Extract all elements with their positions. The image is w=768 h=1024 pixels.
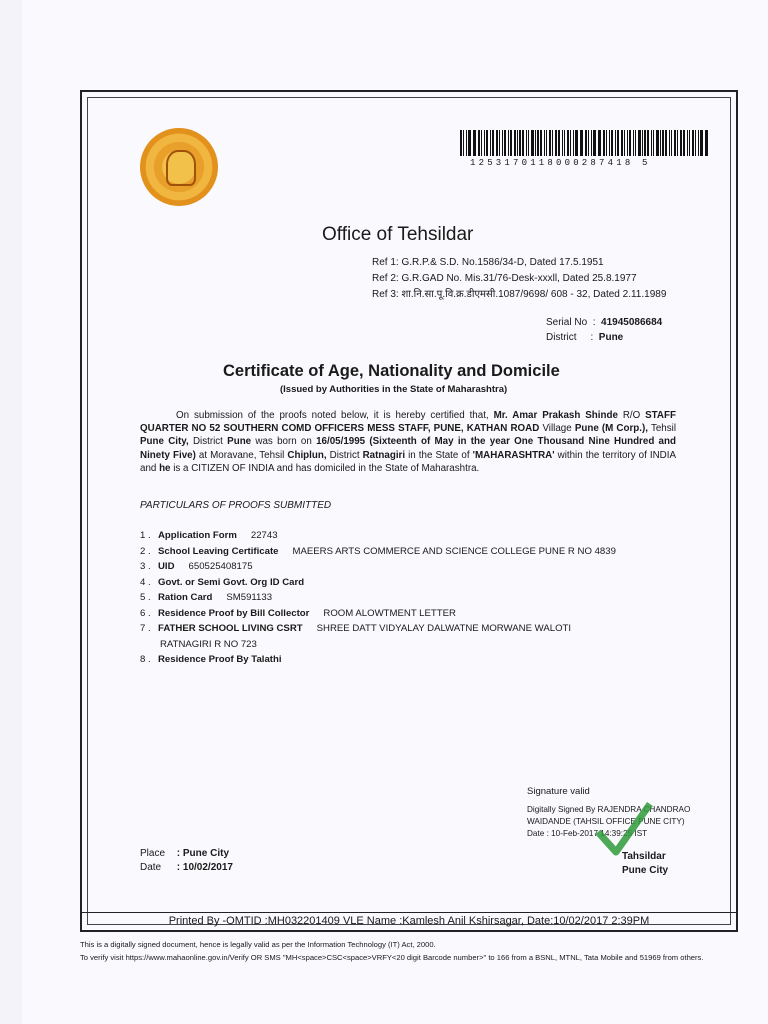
barcode-bar xyxy=(627,130,628,156)
barcode-bar xyxy=(473,130,474,156)
district-label: District xyxy=(546,332,577,343)
proof-number: 2 . xyxy=(140,545,151,557)
proof-item xyxy=(140,575,616,591)
barcode-bar xyxy=(656,130,658,156)
barcode-bar xyxy=(510,130,511,156)
proof-label: UID xyxy=(158,561,175,572)
barcode-bar xyxy=(615,130,616,156)
barcode-number: 1253170118000287418 5 xyxy=(470,158,651,168)
barcode-bar xyxy=(573,130,574,156)
proof-item xyxy=(140,652,616,668)
barcode-bar xyxy=(570,130,571,156)
barcode-bar xyxy=(528,130,529,156)
barcode-bar xyxy=(484,130,485,156)
ref-3: Ref 3: शा.नि.सा.पू.वि.क्र.डीएमसी.1087/9698/ 608 - 32, Dated 2.11.1989 xyxy=(372,289,667,300)
certificate-subtitle: (Issued by Authorities in the State of Maharashtra) xyxy=(280,384,508,395)
barcode-bar xyxy=(687,130,688,156)
maharashtra-seal-icon xyxy=(140,128,218,206)
barcode-bar xyxy=(581,130,582,156)
barcode-bar xyxy=(598,130,599,156)
barcode-bar xyxy=(580,130,581,156)
barcode-bar xyxy=(585,130,587,156)
barcode-bar xyxy=(519,130,520,156)
date-of-birth: 16/05/1995 (Sixteenth of May in the year One Thousand Nine Hundred and Ninety Five) xyxy=(140,436,676,461)
barcode-bar xyxy=(474,130,475,156)
proof-item xyxy=(140,544,616,560)
ref-1: Ref 1: G.R.P.& S.D. No.1586/34-D, Dated 17.5.1951 xyxy=(372,257,604,268)
barcode-bar xyxy=(463,130,464,156)
barcode-bar xyxy=(546,130,547,156)
barcode-bar xyxy=(638,130,640,156)
proof-label: Govt. or Semi Govt. Org ID Card xyxy=(158,576,305,588)
barcode-bar xyxy=(683,130,685,156)
barcode-bar xyxy=(689,130,690,156)
place-date: Place : Pune City Date : 10/02/2017 xyxy=(140,848,233,873)
proof-value: MAEERS ARTS COMMERCE AND SCIENCE COLLEGE PUNE R NO 4839 xyxy=(292,545,616,557)
barcode-bar xyxy=(564,130,565,156)
certification-paragraph: On submission of the proofs noted below, it is hereby certified that, Mr. Amar Prakash Shinde R/O STAFF QUARTER NO 52 SOUTHERN COMD OFFICERS MESS STAFF, PUNE, KATHAN ROAD Village Pune (M Corp.), Tehsil Pune City, District Pune was born on 16/05/1995 (Sixteenth of May in the year One Thousand Nine Hundred and Ninety Five) at Moravane, Tehsil Chiplun, District Ratnagiri in the State of 'MAHARASHTRA' within the territory of INDIA and he is a CITIZEN OF INDIA and has domiciled in the State of Maharashtra. xyxy=(140,410,676,474)
barcode-bar xyxy=(591,130,592,156)
holder-address: STAFF QUARTER NO 52 SOUTHERN COMD OFFICERS MESS STAFF, PUNE, KATHAN ROAD xyxy=(140,410,676,435)
proof-value: 650525408175 xyxy=(188,561,253,572)
barcode-bar xyxy=(575,130,577,156)
proof-label: Residence Proof By Talathi xyxy=(158,654,282,665)
certificate-title: Certificate of Age, Nationality and Domicile xyxy=(223,362,560,380)
barcode-bar xyxy=(549,130,551,156)
printed-by: Printed By -OMTID :MH032201409 VLE Name :Kamlesh Anil Kshirsagar, Date:10/02/2017 2:39PM xyxy=(80,912,738,927)
barcode-bar xyxy=(692,130,694,156)
barcode-bar xyxy=(478,130,480,156)
barcode-bar xyxy=(642,130,643,156)
holder-name: Mr. Amar Prakash Shinde xyxy=(493,410,618,421)
district-value: Pune xyxy=(598,332,624,343)
serial-block: Serial No : 41945086684 District : Pune xyxy=(546,317,663,343)
proof-label: Application Form xyxy=(158,530,237,541)
proof-number: 5 . xyxy=(140,592,151,603)
proof-value: SHREE DATT VIDYALAY DALWATNE MORWANE WALOTI xyxy=(316,623,572,634)
serial-number: 41945086684 xyxy=(601,317,663,328)
barcode-bar xyxy=(504,130,506,156)
barcode-bar xyxy=(466,130,467,156)
barcode-bar xyxy=(665,130,667,156)
proof-number: 8 . xyxy=(140,654,151,665)
barcode-bar xyxy=(514,130,516,156)
barcode-bar xyxy=(706,130,707,156)
barcode xyxy=(460,130,710,156)
barcode-bar xyxy=(606,130,607,156)
proof-item xyxy=(140,590,616,606)
barcode-bar xyxy=(468,130,470,156)
proof-number: 4 . xyxy=(140,576,151,588)
barcode-bar xyxy=(674,130,676,156)
barcode-bar xyxy=(660,130,661,156)
barcode-bar xyxy=(629,130,631,156)
barcode-bar xyxy=(671,130,672,156)
barcode-bar xyxy=(662,130,663,156)
barcode-bar xyxy=(588,130,589,156)
proof-value: SM591133 xyxy=(226,592,273,603)
barcode-bar xyxy=(526,130,527,156)
barcode-bar xyxy=(653,130,654,156)
barcode-bar xyxy=(624,130,625,156)
barcode-bar xyxy=(705,130,706,156)
tahsildar-block: Tahsildar Pune City xyxy=(622,851,669,876)
proof-item xyxy=(140,621,616,637)
barcode-bar xyxy=(558,130,560,156)
barcode-bar xyxy=(486,130,488,156)
proof-number: 7 . xyxy=(140,623,151,634)
barcode-bar xyxy=(677,130,678,156)
proof-value: 22743 xyxy=(250,530,278,541)
particulars-heading: PARTICULARS OF PROOFS SUBMITTED xyxy=(140,500,332,511)
barcode-bar xyxy=(540,130,542,156)
ref-2: Ref 2: G.R.GAD No. Mis.31/76-Desk-xxxll, Dated 25.8.1977 xyxy=(372,273,637,284)
barcode-bar xyxy=(492,130,493,156)
barcode-bar xyxy=(555,130,556,156)
barcode-bar xyxy=(544,130,545,156)
barcode-bar xyxy=(496,130,498,156)
barcode-bar xyxy=(635,130,636,156)
barcode-bar xyxy=(599,130,600,156)
barcode-bar xyxy=(537,130,538,156)
barcode-bar xyxy=(633,130,634,156)
barcode-bar xyxy=(698,130,699,156)
barcode-bar xyxy=(617,130,618,156)
barcode-bar xyxy=(490,130,491,156)
barcode-bar xyxy=(502,130,503,156)
proof-number: 6 . xyxy=(140,607,151,619)
proof-label: Residence Proof by Bill Collector xyxy=(158,607,310,619)
barcode-bar xyxy=(499,130,500,156)
barcode-bar xyxy=(680,130,681,156)
barcode-bar xyxy=(611,130,613,156)
barcode-bar xyxy=(522,130,524,156)
serial-label: Serial No xyxy=(546,317,588,328)
barcode-bar xyxy=(481,130,482,156)
barcode-bar xyxy=(552,130,553,156)
proof-value: ROOM ALOWTMENT LETTER xyxy=(323,607,456,619)
barcode-bar xyxy=(508,130,509,156)
barcode-bar xyxy=(695,130,696,156)
proof-value-continued: RATNAGIRI R NO 723 xyxy=(160,638,257,650)
barcode-bar xyxy=(460,130,462,156)
checkmark-icon xyxy=(594,798,654,858)
barcode-bar xyxy=(535,130,536,156)
barcode-bar xyxy=(567,130,569,156)
proof-item xyxy=(140,528,616,544)
barcode-bar xyxy=(669,130,670,156)
barcode-bar xyxy=(651,130,652,156)
barcode-bar xyxy=(609,130,610,156)
footer-note: This is a digitally signed document, hence is legally valid as per the Information Technology (IT) Act, 2000. To verify visit https://www.mahaonline.gov.in/Verify OR SMS "MH<space>CSC<space>VRFY<20 digit Barcode number>" to 166 from a BSNL, MTNL, Tata Mobile and 51969 from others. xyxy=(80,940,704,962)
proof-item xyxy=(140,559,616,575)
proof-label: School Leaving Certificate xyxy=(158,545,279,557)
barcode-bar xyxy=(562,130,563,156)
proof-label: FATHER SCHOOL LIVING CSRT xyxy=(158,623,303,634)
proof-item xyxy=(140,606,616,622)
barcode-bar xyxy=(531,130,533,156)
references xyxy=(372,255,666,303)
barcode-bar xyxy=(700,130,702,156)
barcode-bar xyxy=(517,130,518,156)
office-title: Office of Tehsildar xyxy=(322,224,474,245)
barcode-bar xyxy=(593,130,595,156)
proof-label: Ration Card xyxy=(158,592,213,603)
signature-valid: Signature valid xyxy=(527,786,590,797)
proofs-list xyxy=(140,528,616,668)
digital-signature: Signature valid Digitally Signed By RAJENDRA CHANDRAO WAIDANDE (TAHSIL OFFICE PUNE CITY) Date : 10-Feb-2017 14:39:25 IST xyxy=(527,786,691,838)
barcode-bar xyxy=(647,130,649,156)
barcode-bar xyxy=(621,130,623,156)
barcode-bar xyxy=(603,130,605,156)
proof-number: 3 . xyxy=(140,561,151,572)
proof-number: 1 . xyxy=(140,530,151,541)
barcode-bar xyxy=(644,130,645,156)
